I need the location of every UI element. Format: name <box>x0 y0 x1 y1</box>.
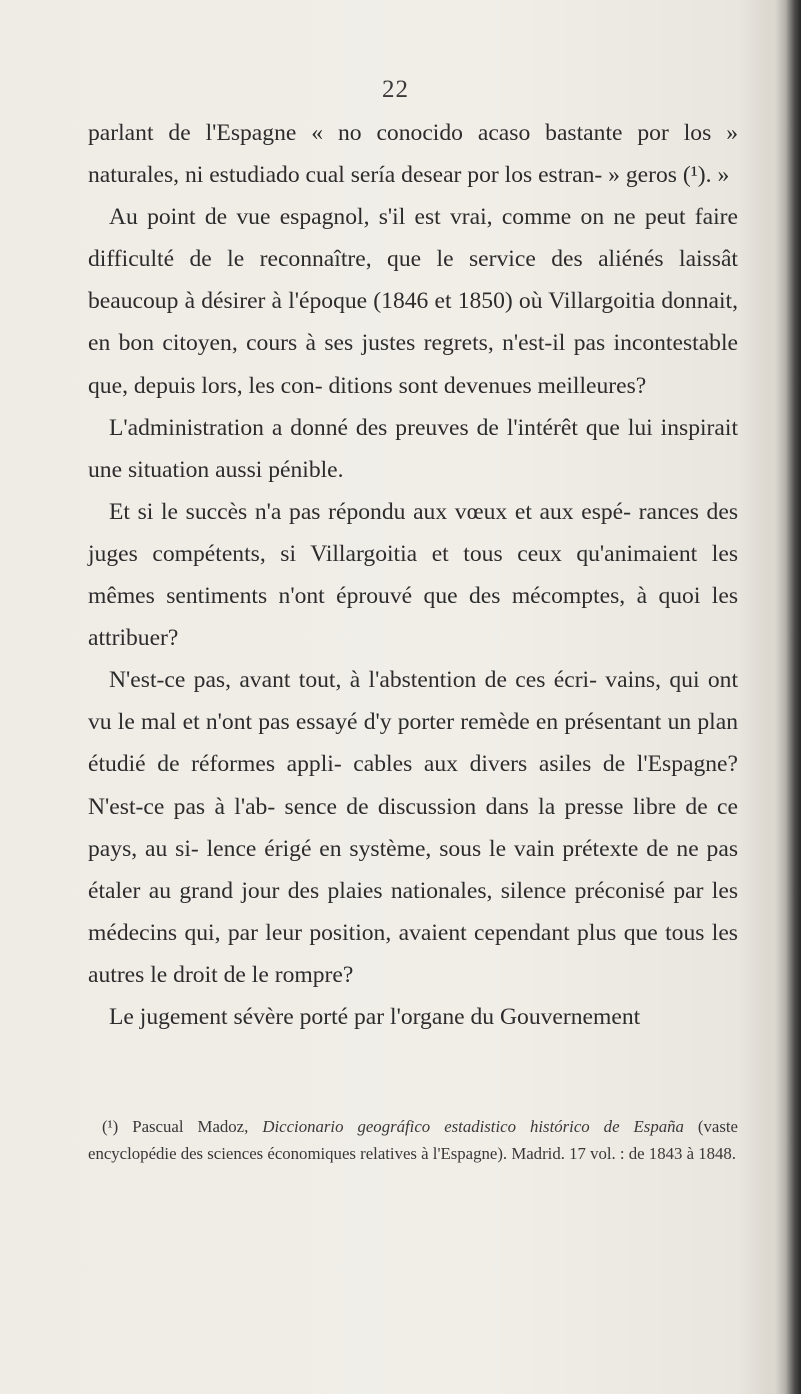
paragraph-6: Le jugement sévère porté par l'organe du Gouvernement <box>109 1003 641 1030</box>
page-edge-shadow <box>775 0 801 1394</box>
footnote <box>88 1113 738 1167</box>
paragraph-3: L'administration a donné des preuves de l'intérêt que lui inspirait une situation aussi pénible. <box>88 414 738 483</box>
paragraph-4: Et si le succès n'a pas répondu aux vœux et aux espé- rances des juges compétents, si Villargoitia et tous ceux qu'animaient les mêmes sentiments n'ont éprouvé que des mécomptes, à quoi les attribuer? <box>88 498 738 652</box>
paragraph-5: N'est-ce pas, avant tout, à l'abstention de ces écri- vains, qui ont vu le mal et n'ont pas essayé d'y porter remède en présentant un plan étudié de réformes appli- cables aux divers asiles de l'Espagne? N'est-ce pas à l'ab- sence de discussion dans la presse libre de ce pays, au si- lence érigé en système, sous le vain prétexte de ne pas étaler au grand jour des plaies nationales, silence préconisé par les médecins qui, par leur position, avaient cependant plus que tous les autres le droit de le rompre? <box>88 667 738 988</box>
footnote-title: Diccionario geográfico estadistico histórico de España <box>262 1117 684 1136</box>
page-number: 22 <box>382 76 409 103</box>
body-text <box>88 112 738 1038</box>
footnote-rest: (vaste encyclopédie des sciences économiques relatives à l'Espagne). Madrid. 17 vol. : de 1843 à 1848. <box>88 1117 738 1163</box>
footnote-marker: (¹) <box>102 1117 119 1136</box>
paragraph-2: Au point de vue espagnol, s'il est vrai, comme on ne peut faire difficulté de le reconnaître, que le service des aliénés laissât beaucoup à désirer à l'époque (1846 et 1850) où Villargoitia donnait, en bon citoyen, cours à ses justes regrets, n'est-il pas incontestable que, depuis lors, les con- ditions sont devenues meilleures? <box>88 204 738 399</box>
footnote-author: Pascual Madoz, <box>132 1117 249 1136</box>
paragraph-1: parlant de l'Espagne « no conocido acaso bastante por los » naturales, ni estudiado cual sería desear por los estran- » geros (¹). » <box>88 120 738 189</box>
